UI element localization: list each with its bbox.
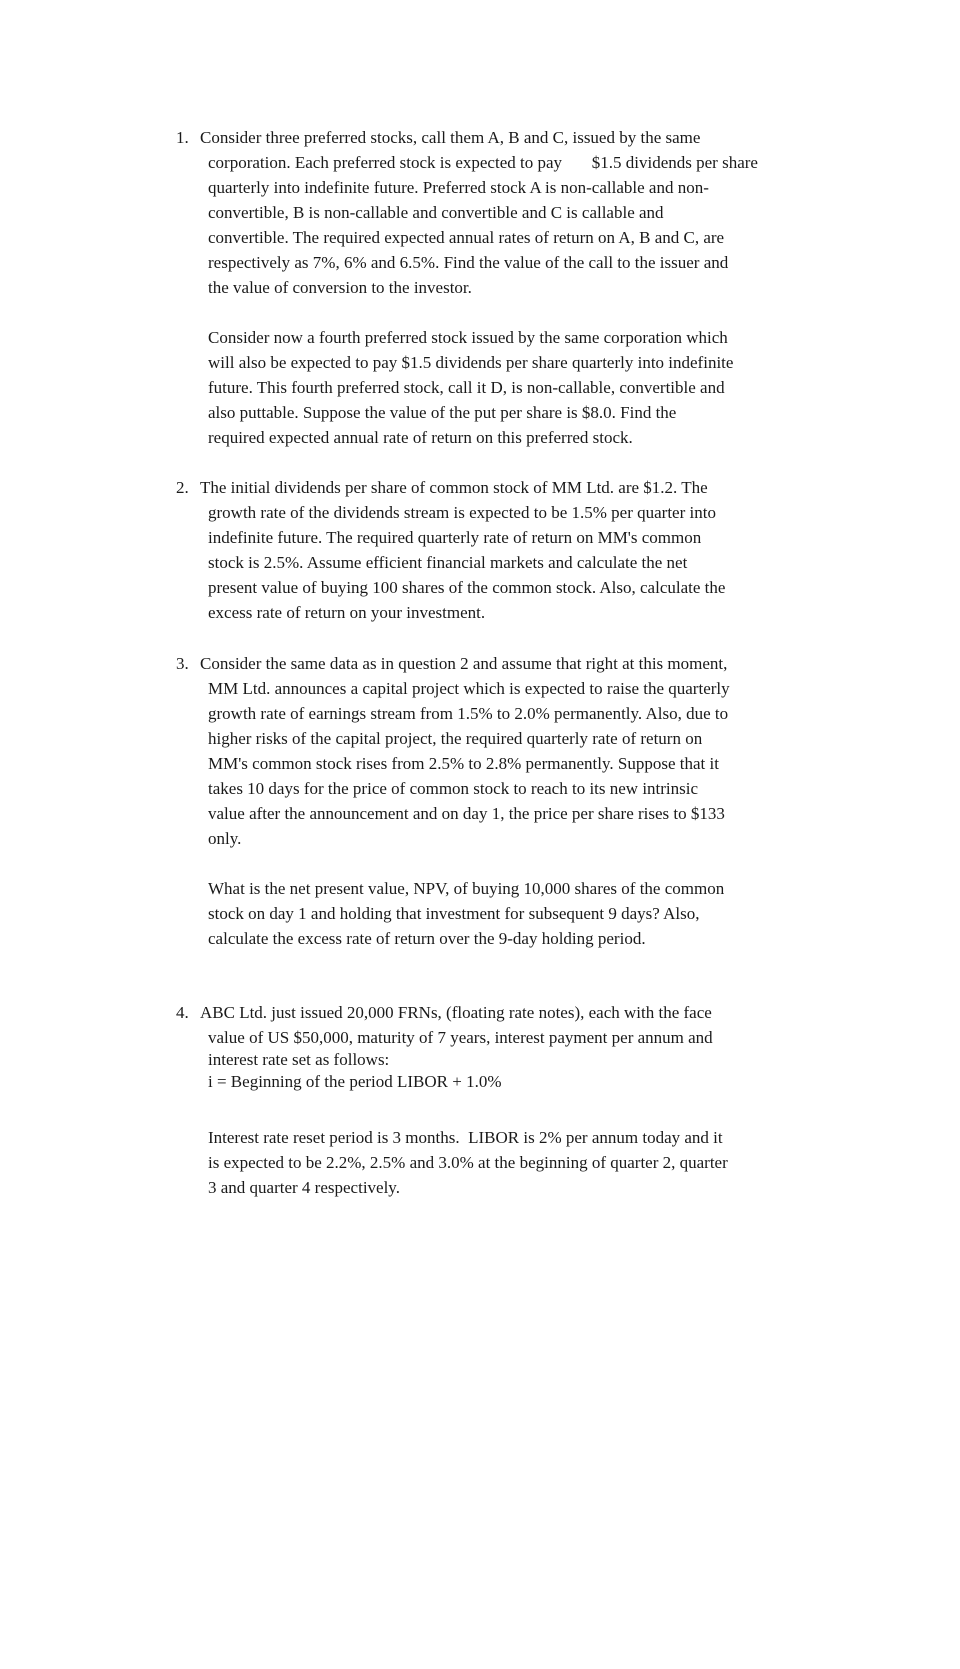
question-line: What is the net present value, NPV, of buying 10,000 shares of the common xyxy=(208,879,725,898)
question-line: Consider now a fourth preferred stock issued by the same corporation which xyxy=(208,328,728,347)
question-line xyxy=(176,475,846,500)
question-line: MM Ltd. announces a capital project which is expected to raise the quarterly xyxy=(208,679,730,698)
question-line: stock is 2.5%. Assume efficient financial markets and calculate the net xyxy=(208,553,688,572)
question-number: 1. xyxy=(176,128,189,147)
question-line: calculate the excess rate of return over the 9-day holding period. xyxy=(208,929,646,948)
question-line: convertible. The required expected annual rates of return on A, B and C, are xyxy=(208,228,725,247)
question-line: indefinite future. The required quarterly rate of return on MM's common xyxy=(208,528,702,547)
question-line: required expected annual rate of return on this preferred stock. xyxy=(208,428,633,447)
question-line: Interest rate reset period is 3 months. LIBOR is 2% per annum today and it xyxy=(208,1128,723,1147)
question-line: higher risks of the capital project, the required quarterly rate of return on xyxy=(208,729,703,748)
paragraph-gap xyxy=(176,1095,846,1125)
question-line: interest rate set as follows: xyxy=(208,1050,390,1069)
question-line: only. xyxy=(208,829,242,848)
question-3 xyxy=(176,651,846,951)
question-text: ABC Ltd. just issued 20,000 FRNs, (floating rate notes), each with the face xyxy=(200,1003,712,1022)
question-line: also puttable. Suppose the value of the put per share is $8.0. Find the xyxy=(208,403,677,422)
question-number: 2. xyxy=(176,478,189,497)
formula-line: i = Beginning of the period LIBOR + 1.0% xyxy=(208,1072,502,1091)
question-line: growth rate of the dividends stream is expected to be 1.5% per quarter into xyxy=(208,503,716,522)
question-line xyxy=(176,651,846,676)
question-4 xyxy=(176,1000,846,1200)
question-line: the value of conversion to the investor. xyxy=(208,278,472,297)
question-text: Consider three preferred stocks, call them A, B and C, issued by the same xyxy=(200,128,701,147)
question-line: is expected to be 2.2%, 2.5% and 3.0% at the beginning of quarter 2, quarter xyxy=(208,1153,728,1172)
question-line: value of US $50,000, maturity of 7 years, interest payment per annum and xyxy=(208,1028,713,1047)
question-line: growth rate of earnings stream from 1.5% to 2.0% permanently. Also, due to xyxy=(208,704,729,723)
question-line xyxy=(176,125,846,150)
question-line: respectively as 7%, 6% and 6.5%. Find the value of the call to the issuer and xyxy=(208,253,729,272)
question-line: present value of buying 100 shares of the common stock. Also, calculate the xyxy=(208,578,726,597)
paragraph-gap xyxy=(176,300,846,325)
question-1 xyxy=(176,125,846,450)
question-line: stock on day 1 and holding that investment for subsequent 9 days? Also, xyxy=(208,904,700,923)
question-line xyxy=(176,1000,846,1025)
question-line: 3 and quarter 4 respectively. xyxy=(208,1178,400,1197)
question-line: takes 10 days for the price of common stock to reach to its new intrinsic xyxy=(208,779,699,798)
question-text: The initial dividends per share of common stock of MM Ltd. are $1.2. The xyxy=(200,478,708,497)
question-line: future. This fourth preferred stock, call it D, is non-callable, convertible and xyxy=(208,378,725,397)
question-line: corporation. Each preferred stock is expected to pay $1.5 dividends per share xyxy=(208,153,758,172)
question-number: 3. xyxy=(176,654,189,673)
paragraph-gap xyxy=(176,851,846,876)
question-2 xyxy=(176,475,846,625)
question-number: 4. xyxy=(176,1003,189,1022)
question-line: MM's common stock rises from 2.5% to 2.8% permanently. Suppose that it xyxy=(208,754,719,773)
question-line: quarterly into indefinite future. Preferred stock A is non-callable and non- xyxy=(208,178,709,197)
question-line: will also be expected to pay $1.5 dividends per share quarterly into indefinite xyxy=(208,353,734,372)
question-line: value after the announcement and on day 1, the price per share rises to $133 xyxy=(208,804,725,823)
question-text: Consider the same data as in question 2 and assume that right at this moment, xyxy=(200,654,728,673)
question-line: excess rate of return on your investment. xyxy=(208,603,486,622)
question-line: convertible, B is non-callable and convertible and C is callable and xyxy=(208,203,664,222)
